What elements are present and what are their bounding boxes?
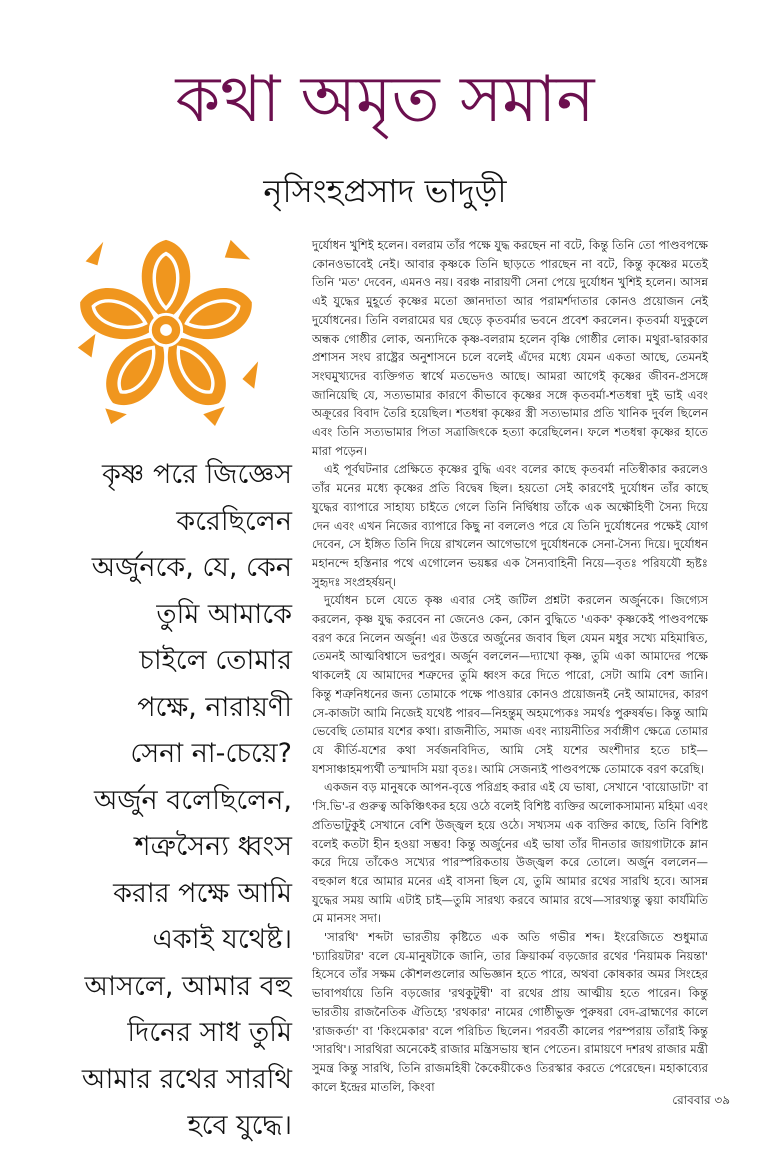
pull-quote-line: শত্রুসৈন্য ধ্বংস (134, 831, 292, 862)
article-paragraph: দুর্যোধন খুশিই হলেন। বলরাম তাঁর পক্ষে যুদ্ধ করছেন না বটে, কিন্তু তিনি তো পাণ্ডবপক্ষে কোনওভাবেই নেই। আবার কৃষ্ণকে তিনি ছাড়তে পারছেন না বটে, কিন্তু কৃষ্ণের মতেই তিনি 'মত' দেবেন, এমনও নয়। বরঞ্চ নারায়ণী সেনা পেয়ে দুর্যোধন খুশিই হলেন। আসন্ন এই যুদ্ধের মুহূর্তে কৃষ্ণের মতো জ্ঞানদাতা আর পরামর্শদাতার কোনও প্রয়োজন নেই দুর্যোধনের। তিনি বলরামের ঘর ছেড়ে কৃতবর্মার ভবনে প্রবেশ করলেন। কৃতবর্মা যদুকুলে অন্ধক গোষ্ঠীর লোক, অন্যদিকে কৃষ্ণ-বলরাম হলেন বৃষ্ণি গোষ্ঠীর লোক। মথুরা-দ্বারকার প্রশাসন সংঘ রাষ্ট্রের অনুশাসনে চলে বলেই এঁদের মধ্যে যেমন একতা আছে, তেমনই সংঘমুখ্যদের ব্যক্তিগত স্বার্থে মতভেদও আছে। আমরা আগেই কৃষ্ণের জীবন-প্রসঙ্গে জানিয়েছি যে, সত্যভামার কারণে কীভাবে কৃষ্ণের সঙ্গে কৃতবর্মা-শতধন্বা দুই ভাই এবং অক্রূরের বিবাদ তৈরি হয়েছিল। শতধন্বা কৃষ্ণের স্ত্রী সত্যভামার প্রতি খানিক দুর্বল ছিলেন এবং তিনি সত্যভামার পিতা সত্রাজিৎকে হত্যা করেছিলেন। ফলে শতধন্বা কৃষ্ণের হাতে মারা পড়েন। (312, 238, 708, 458)
page-footer: রোববার ৩৯ (672, 1093, 730, 1107)
page-title: কথা অমৃত সমান (175, 63, 595, 137)
pull-quote-line: অর্জুনকে, যে, কেন (91, 552, 292, 583)
pull-quote-line: পক্ষে, নারায়ণী (137, 691, 292, 723)
article-body (312, 236, 708, 1096)
flower-ornament-icon (68, 232, 264, 428)
pull-quote-line: কৃষ্ণ পরে জিজ্ঞেস (102, 459, 292, 490)
article-paragraph: 'সারথি' শব্দটা ভারতীয় কৃষ্টিতে এক অতি গভীর শব্দ। ইংরেজিতে শুধুমাত্র 'চ্যারিয়টার' বলে যে-মানুষটাকে জানি, তার ক্রিয়াকর্ম বড়জোর রথের 'নিয়ামক নিয়ন্তা' হিসেবে তাঁর সক্ষম কৌশলগুলোর অভিজ্ঞান হতে পারে, অথবা কোষকার অমর সিংহের ভাবাপর্যায়ে তিনি বড়জোর 'রথকুটুম্বী' বা রথের প্রায় আত্মীয় হতে পারেন। কিন্তু ভারতীয় রাজনৈতিক ঐতিহ্যে 'রথকার' নামের গোষ্ঠীভুক্ত পুরুষরা বেদ-ব্রাহ্মণের কালে 'রাজকর্তা' বা 'কিংমেকার' বলে পরিচিত ছিলেন। পরবর্তী কালের পরম্পরায় তাঁরাই কিন্তু 'সারথি'। সারথিরা অনেকেই রাজার মন্ত্রিসভায় স্থান পেতেন। রামায়ণে দশরথ রাজার মন্ত্রী সুমন্ত্র কিন্তু সারথি, তিনি রাজমহিষী কৈকেয়ীকেও তিরস্কার করতে পেরেছেন। মহাকাব্যের কালে ইন্দ্রের মাতলি, কিংবা (312, 930, 708, 1094)
pull-quote (70, 452, 292, 1150)
pull-quote-line: সেনা না-চেয়ে? (130, 738, 292, 769)
author-name: নৃসিংহপ্রসাদ ভাদুড়ী (263, 172, 507, 210)
pull-quote-line: করেছিলেন (176, 505, 292, 537)
article-paragraph: একজন বড় মানুষকে আপন-বৃত্তে পরিগ্রহ করার এই যে ভাষা, সেখানে 'বায়োডাটা' বা 'সি.ভি'-র গুরুত্ব অকিঞ্চিৎকর হয়ে ওঠে বলেই বিশিষ্ট ব্যক্তির অলোকসামান্য মহিমা এবং প্রতিভাটুকুই সেখানে বেশি উজ্জ্বল হয়ে ওঠে। সখ্যসম এক ব্যক্তির কাছে, তিনি বিশিষ্ট বলেই কতটা হীন হওয়া সম্ভব! কিন্তু অর্জুনের এই ভাষা তাঁর দীনতার জায়গাটাকে ম্লান করে দিয়ে তাঁকেও সখ্যের পারস্পরিকতায় উজ্জ্বল করে তোলে। অর্জুন বললেন—বহুকাল ধরে আমার মনের এই বাসনা ছিল যে, তুমি আমার রথের সারথি হবে। আসন্ন যুদ্ধের সময় আমি এটাই চাই—তুমি সারথ্য করবে আমার রথে—সারথ্যন্তু ত্বয়া কার্যমিতি মে মানসং সদা। (312, 780, 708, 926)
pull-quote-line: একাই যথেষ্ট। (152, 924, 292, 955)
pull-quote-line: হবে যুদ্ধে। (187, 1110, 292, 1141)
pull-quote-line: দিনের সাধ তুমি (127, 1017, 292, 1048)
pull-quote-line: করার পক্ষে আমি (113, 877, 292, 909)
pull-quote-line: অর্জুন বলেছিলেন, (94, 784, 292, 816)
pull-quote-line: আসলে, আমার বহু (84, 970, 292, 1002)
pull-quote-line: চাইলে তোমার (139, 645, 292, 676)
pull-quote-line: তুমি আমাকে (156, 598, 292, 630)
pull-quote-line: আমার রথের সারথি (81, 1063, 292, 1095)
article-paragraph: এই পূর্বঘটনার প্রেক্ষিতে কৃষ্ণের বুদ্ধি এবং বলের কাছে কৃতবর্মা নতিস্বীকার করলেও তাঁর মনের মধ্যে কৃষ্ণের প্রতি বিদ্বেষ ছিল। হয়তো সেই কারণেই দুর্যোধন তাঁর কাছে যুদ্ধের ব্যাপারে সাহায্য চাইতে গেলে তিনি নির্দ্বিধায় তাঁকে এক অক্ষৌহিণী সৈন্য দিয়ে দেন এবং এখন নিজের ব্যাপারে কিছু না বললেও পরে যে তিনি দুর্যোধনের পক্ষেই যোগ দেবেন, সে ইঙ্গিত তিনি দিয়ে রাখলেন আগেভাগে দুর্যোধনকে সেনা-সৈন্য দিয়ে। দুর্যোধন মহানন্দে হস্তিনার পথে এগোলেন ভয়ঙ্কর এক সৈন্যবাহিনী নিয়ে—বৃতঃ পরিযযৌ হৃষ্টঃ সুহৃদঃ সংপ্রহর্ষয়ন্। (312, 462, 708, 589)
article-paragraph: দুর্যোধন চলে যেতে কৃষ্ণ এবার সেই জটিল প্রশ্নটা করলেন অর্জুনকে। জিগ্যেস করলেন, কৃষ্ণ যুদ্ধ করবেন না জেনেও কেন, কোন বুদ্ধিতে 'একক' কৃষ্ণকেই পাণ্ডবপক্ষে বরণ করে নিলেন অর্জুন! এর উত্তরে অর্জুনের জবাব ছিল যেমন মধুর সখ্যে মহিমান্বিত, তেমনই আত্মবিশ্বাসে ভরপুর। অর্জুন বললেন—দ্যাখো কৃষ্ণ, তুমি একা আমাদের পক্ষে থাকলেই যে আমাদের শত্রুদের তুমি ধ্বংস করে দিতে পারো, সেটা আমি বেশ জানি। কিন্তু শত্রুনিধনের জন্য তোমাকে পক্ষে পাওয়ার কোনও প্রয়োজনই নেই আমাদের, কারণ সে-কাজটা আমি নিজেই যথেষ্ট পারব—নিহন্তুম্ অহমপ্যেকঃ সমর্থঃ পুরুষর্ষভ। কিন্তু আমি ভেবেছি তোমার যশের কথা। রাজনীতি, সমাজ এবং ন্যায়নীতির সর্বাঙ্গীণ ক্ষেত্রে তোমার যে কীর্তি-যশের কথা সর্বজনবিদিত, আমি সেই যশের অংশীদার হতে চাই—যশসাঞ্চাহমপ্যর্থী তস্মাদসি ময়া বৃতঃ। আমি সেজন্যই পাণ্ডবপক্ষে তোমাকে বরণ করেছি। (312, 593, 708, 776)
